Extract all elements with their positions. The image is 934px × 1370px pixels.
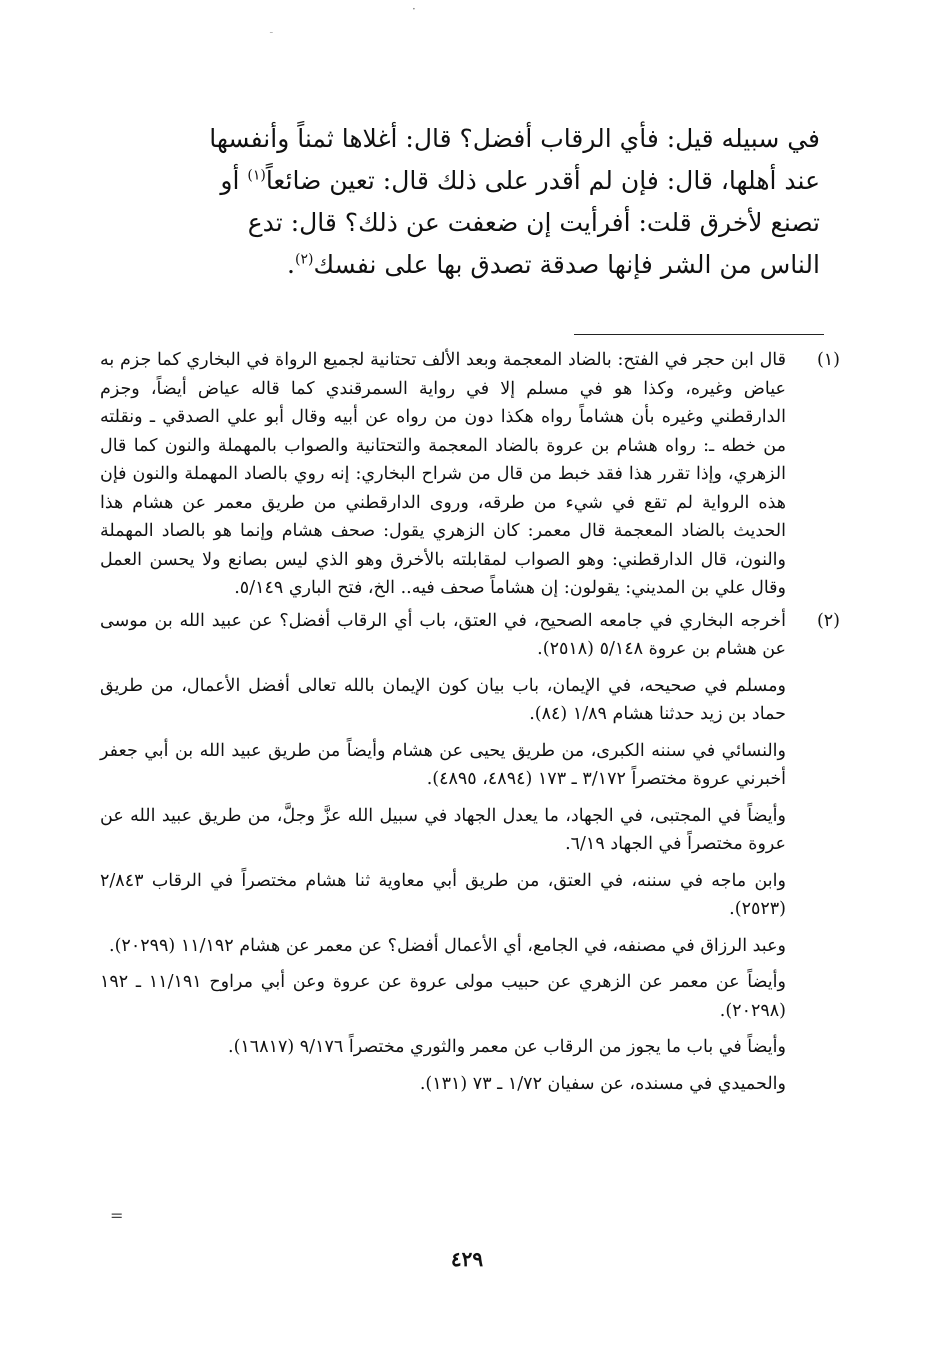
citation-paragraph: ومسلم في صحيحه، في الإيمان، باب بيان كون الإيمان بالله تعالى أفضل الأعمال، من طريق حماد بن زيد حدثنا هشام ١/٨٩ (٨٤). — [100, 675, 786, 724]
footnote-number: (١) — [816, 350, 840, 370]
main-text-line: تصنع لأخرق قلت: أفرأيت إن ضعفت عن ذلك؟ قال: تدع — [247, 208, 820, 237]
citation-paragraph: وعبد الرزاق في مصنفه، في الجامع، أي الأعمال أفضل؟ عن معمر عن هشام ١١/١٩٢ (٢٠٢٩٩). — [109, 935, 786, 956]
scan-speck: ـ — [270, 26, 273, 36]
main-text-line: في سبيله قيل: فأي الرقاب أفضل؟ قال: أغلاها ثمناً وأنفسها — [209, 124, 820, 153]
main-text-segment: الناس من الشر فإنها صدقة تصدق بها على نفسك — [313, 250, 820, 279]
main-text-segment: . — [287, 250, 295, 279]
citation-paragraph: وأيضاً في المجتبى، في الجهاد، ما يعدل الجهاد في سبيل الله عزَّ وجلَّ، من طريق عبيد الله عن عروة مختصراً في الجهاد ٦/١٩. — [100, 805, 786, 854]
citation-paragraph: وأيضاً عن معمر عن الزهري عن حبيب مولى عروة عن عروة وعن أبي مراوح ١١/١٩١ ـ ١٩٢ (٢٠٢٩٨). — [100, 972, 786, 1021]
main-text-line — [100, 244, 820, 286]
continuation-mark: = — [110, 1206, 124, 1225]
main-text-segment: أو — [220, 166, 248, 195]
main-text-segment: عند أهلها، قال: فإن لم أقدر على ذلك قال: تعين ضائعاً — [265, 166, 820, 195]
citation-paragraph: وابن ماجه في سننه، في العتق، من طريق أبي معاوية ثنا هشام مختصراً في الرقاب ٢/٨٤٣ (٢٥٢٣). — [100, 870, 786, 919]
footnote-2 — [100, 607, 840, 1099]
footnote-ref-1: (١) — [247, 167, 266, 184]
footnote-body — [100, 607, 786, 1099]
footnote-ref-2: (٢) — [295, 251, 314, 268]
footnotes — [100, 346, 840, 1102]
main-text-line — [100, 160, 820, 202]
scan-speck: · — [412, 2, 416, 16]
main-text — [100, 118, 820, 286]
footnote-1 — [100, 346, 840, 603]
citation-paragraph: والنسائي في سننه الكبرى، من طريق يحيى عن هشام وأيضاً من طريق عبيد الله بن أبي جعفر أخبرني عروة مختصراً ٣/١٧٢ ـ ١٧٣ (٤٨٩٤، ٤٨٩٥). — [100, 740, 786, 789]
footnote-separator — [574, 334, 824, 335]
citation-paragraph: والحميدي في مسنده، عن سفيان ١/٧٢ ـ ٧٣ (١٣١). — [419, 1073, 786, 1094]
footnote-text: قال ابن حجر في الفتح: بالضاد المعجمة وبعد الألف تحتانية لجميع الرواة في البخاري كما جزم به عياض وغيره، وكذا هو في مسلم إلا في رواية السمرقندي كما قاله عياض أيضاً، وجزم الدارقطني وغيره بأن هشاماً رواه هكذا دون من رواه عن أبيه وقال أبو علي الصدقي ـ ونقلته من خطه ـ: رواه هشام بن عروة بالضاد المعجمة والتحتانية والصواب بالمهملة والنون كما قال الزهري، وإذا تقرر هذا فقد خبط من قال من شراح البخاري: إنه روي بالصاد المهملة والنون فإن هذه الرواية لم تقع في شيء من طرقه، وروى الدارقطني من طريق معمر عن هشام هذا الحديث بالضاد المعجمة قال معمر: كان الزهري يقول: صحف هشام وإنما هو بالصاد المهملة والنون، قال الدارقطني: وهو الصواب لمقابلته بالأخرق وهو الذي ليس بصانع ولا يحسن العمل وقال علي بن المديني: يقولون: إن هشاماً صحف فيه.. الخ، فتح الباري ٥/١٤٩. — [100, 350, 786, 598]
footnote-number: (٢) — [816, 610, 840, 631]
citation-paragraph: وأيضاً في باب ما يجوز من الرقاب عن معمر والثوري مختصراً ٩/١٧٦ (١٦٨١٧). — [228, 1037, 786, 1057]
citation-paragraph: أخرجه البخاري في جامعه الصحيح، في العتق، باب أي الرقاب أفضل؟ عن عبيد الله بن موسى عن هشام بن عروة ٥/١٤٨ (٢٥١٨). — [100, 610, 786, 659]
page-number: ٤٢٩ — [450, 1247, 484, 1271]
